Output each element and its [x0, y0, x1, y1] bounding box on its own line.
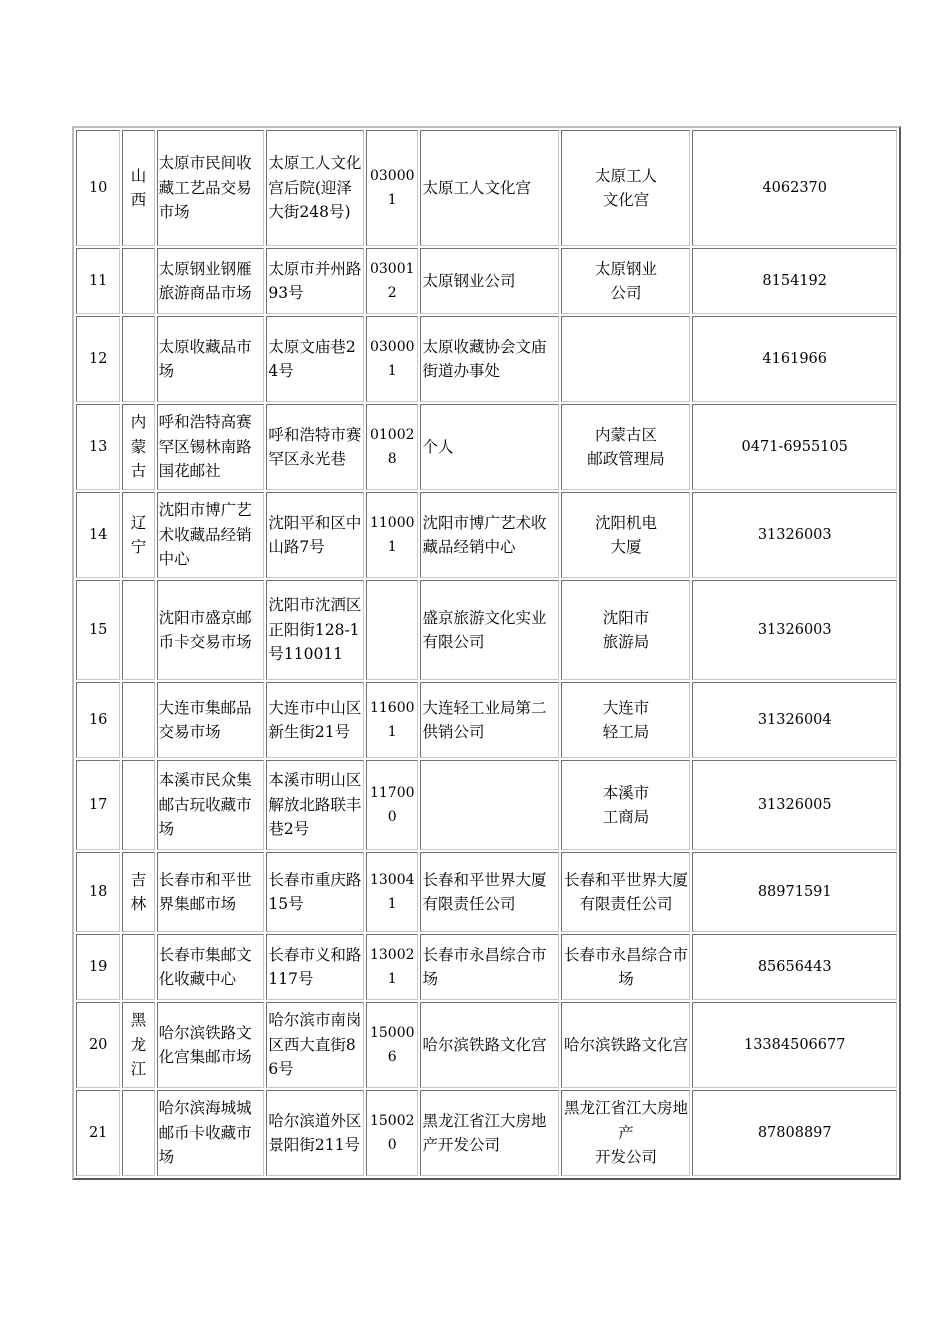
cell-phone: 87808897: [692, 1090, 897, 1176]
cell-phone: 4062370: [692, 130, 897, 246]
cell-authority: 长春和平世界大厦有限责任公司: [561, 852, 690, 932]
cell-postcode: 130041: [366, 852, 418, 932]
cell-number: 19: [76, 934, 120, 1000]
cell-postcode: 116001: [366, 682, 418, 758]
cell-number: 17: [76, 760, 120, 850]
cell-postcode: 130021: [366, 934, 418, 1000]
cell-postcode: 150006: [366, 1002, 418, 1088]
cell-operator: 太原钢业公司: [420, 248, 559, 314]
cell-market-name: 太原收藏品市场: [157, 316, 265, 402]
cell-operator: 黑龙江省江大房地产开发公司: [420, 1090, 559, 1176]
table-row: [76, 682, 897, 758]
cell-operator: 个人: [420, 404, 559, 490]
cell-postcode: 110001: [366, 492, 418, 578]
cell-market-name: 哈尔滨海城城邮币卡收藏市场: [157, 1090, 265, 1176]
cell-operator: 大连轻工业局第二供销公司: [420, 682, 559, 758]
cell-address: 沈阳平和区中山路7号: [266, 492, 364, 578]
cell-market-name: 呼和浩特高赛罕区锡林南路国花邮社: [157, 404, 265, 490]
cell-phone: 13384506677: [692, 1002, 897, 1088]
cell-number: 18: [76, 852, 120, 932]
cell-address: 呼和浩特市赛罕区永光巷: [266, 404, 364, 490]
cell-market-name: 哈尔滨铁路文化宫集邮市场: [157, 1002, 265, 1088]
table-row: [76, 1090, 897, 1176]
cell-phone: 31326003: [692, 580, 897, 680]
table-row: [76, 130, 897, 246]
cell-authority: 本溪市 工商局: [561, 760, 690, 850]
cell-address: 太原文庙巷24号: [266, 316, 364, 402]
cell-operator: 沈阳市博广艺术收藏品经销中心: [420, 492, 559, 578]
table-row: [76, 404, 897, 490]
table-row: [76, 492, 897, 578]
cell-province: 黑龙江: [122, 1002, 154, 1088]
cell-market-name: 大连市集邮品交易市场: [157, 682, 265, 758]
cell-province: 山西: [122, 130, 154, 246]
table-row: [76, 852, 897, 932]
cell-phone: 31326005: [692, 760, 897, 850]
cell-address: 哈尔滨市南岗区西大直街86号: [266, 1002, 364, 1088]
cell-postcode: 030001: [366, 316, 418, 402]
table-row: [76, 760, 897, 850]
cell-authority: 沈阳市 旅游局: [561, 580, 690, 680]
cell-postcode: 150020: [366, 1090, 418, 1176]
cell-address: 沈阳市沈洒区正阳街128-1号110011: [266, 580, 364, 680]
cell-province: [122, 934, 154, 1000]
table-row: [76, 248, 897, 314]
cell-province: [122, 316, 154, 402]
cell-operator: 长春和平世界大厦有限责任公司: [420, 852, 559, 932]
cell-phone: 4161966: [692, 316, 897, 402]
table-row: [76, 580, 897, 680]
cell-authority: 沈阳机电 大厦: [561, 492, 690, 578]
cell-address: 长春市义和路117号: [266, 934, 364, 1000]
cell-number: 13: [76, 404, 120, 490]
cell-province: 内蒙古: [122, 404, 154, 490]
cell-operator: 盛京旅游文化实业有限公司: [420, 580, 559, 680]
cell-authority: 哈尔滨铁路文化宫: [561, 1002, 690, 1088]
cell-number: 16: [76, 682, 120, 758]
cell-market-name: 本溪市民众集邮古玩收藏市场: [157, 760, 265, 850]
cell-operator: 太原工人文化宫: [420, 130, 559, 246]
cell-market-name: 太原市民间收藏工艺品交易市场: [157, 130, 265, 246]
cell-market-name: 长春市集邮文化收藏中心: [157, 934, 265, 1000]
cell-number: 20: [76, 1002, 120, 1088]
cell-province: [122, 760, 154, 850]
cell-authority: [561, 316, 690, 402]
cell-postcode: 030012: [366, 248, 418, 314]
cell-province: 吉林: [122, 852, 154, 932]
cell-market-name: 太原钢业钢雁旅游商品市场: [157, 248, 265, 314]
cell-phone: 8154192: [692, 248, 897, 314]
cell-authority: 黑龙江省江大房地产 开发公司: [561, 1090, 690, 1176]
cell-province: [122, 248, 154, 314]
cell-authority: 大连市 轻工局: [561, 682, 690, 758]
cell-phone: 88971591: [692, 852, 897, 932]
cell-authority: 太原工人 文化宫: [561, 130, 690, 246]
cell-address: 太原市并州路93号: [266, 248, 364, 314]
cell-address: 本溪市明山区解放北路联丰巷2号: [266, 760, 364, 850]
cell-number: 21: [76, 1090, 120, 1176]
table-row: [76, 934, 897, 1000]
cell-number: 12: [76, 316, 120, 402]
cell-market-name: 长春市和平世界集邮市场: [157, 852, 265, 932]
cell-address: 长春市重庆路15号: [266, 852, 364, 932]
cell-number: 14: [76, 492, 120, 578]
market-table: [74, 128, 899, 1178]
cell-phone: 31326003: [692, 492, 897, 578]
cell-market-name: 沈阳市博广艺术收藏品经销中心: [157, 492, 265, 578]
cell-address: 哈尔滨道外区景阳街211号: [266, 1090, 364, 1176]
cell-operator: 太原收藏协会文庙街道办事处: [420, 316, 559, 402]
cell-address: 大连市中山区新生街21号: [266, 682, 364, 758]
cell-province: [122, 580, 154, 680]
market-table-frame: [72, 126, 901, 1180]
cell-postcode: 030001: [366, 130, 418, 246]
cell-phone: 0471-6955105: [692, 404, 897, 490]
cell-market-name: 沈阳市盛京邮币卡交易市场: [157, 580, 265, 680]
cell-number: 10: [76, 130, 120, 246]
cell-province: 辽宁: [122, 492, 154, 578]
cell-authority: 内蒙古区 邮政管理局: [561, 404, 690, 490]
cell-phone: 85656443: [692, 934, 897, 1000]
cell-number: 11: [76, 248, 120, 314]
table-row: [76, 316, 897, 402]
cell-province: [122, 1090, 154, 1176]
cell-authority: 太原钢业 公司: [561, 248, 690, 314]
cell-address: 太原工人文化宫后院(迎泽大街248号): [266, 130, 364, 246]
cell-postcode: 010028: [366, 404, 418, 490]
cell-operator: 长春市永昌综合市场: [420, 934, 559, 1000]
cell-phone: 31326004: [692, 682, 897, 758]
cell-number: 15: [76, 580, 120, 680]
table-row: [76, 1002, 897, 1088]
cell-postcode: 117000: [366, 760, 418, 850]
cell-operator: 哈尔滨铁路文化宫: [420, 1002, 559, 1088]
cell-operator: [420, 760, 559, 850]
cell-authority: 长春市永昌综合市场: [561, 934, 690, 1000]
cell-province: [122, 682, 154, 758]
cell-postcode: [366, 580, 418, 680]
